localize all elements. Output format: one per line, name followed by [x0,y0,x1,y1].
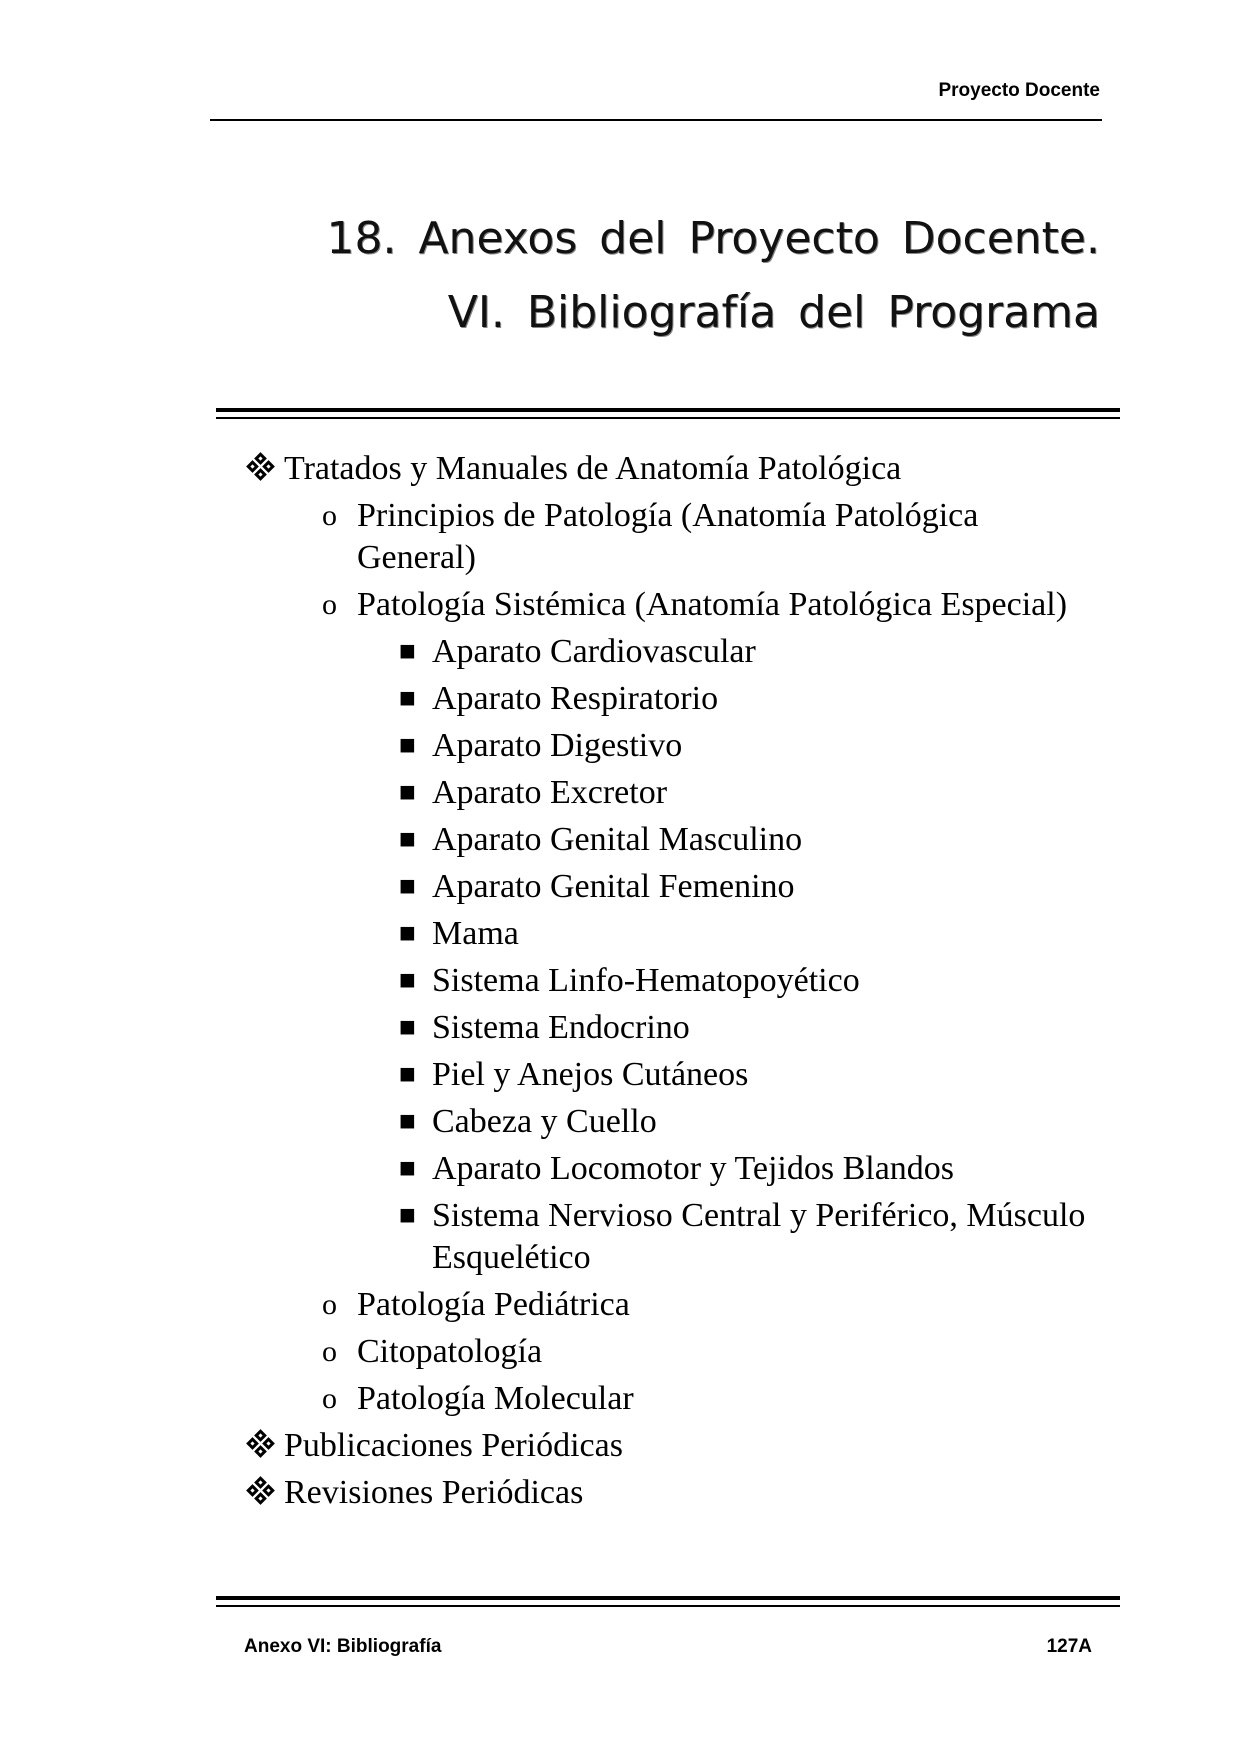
list-item-text: Aparato Locomotor y Tejidos Blandos [432,1150,955,1187]
page-number: 127A [1046,1636,1092,1657]
list-item [244,584,1104,626]
list-item-text: Patología Sistémica (Anatomía Patológica Especial) [357,586,1068,623]
list-item-text: Patología Pediátrica [357,1286,630,1323]
bottom-double-rule [216,1596,1120,1607]
list-item [244,1378,1104,1420]
list-item-text: Tratados y Manuales de Anatomía Patológica [284,450,902,487]
diamond-bullet-icon [244,1472,280,1514]
list-item-text: Piel y Anejos Cutáneos [432,1056,749,1093]
circle-bullet-icon: o [322,588,337,621]
list-item-text: Mama [432,915,519,952]
square-bullet-icon: ■ [399,636,416,667]
list-item [244,1195,1104,1279]
diamond-bullet-icon [244,448,280,490]
circle-bullet-icon: o [322,499,337,532]
square-bullet-icon: ■ [399,918,416,949]
list-item-text: Patología Molecular [357,1380,634,1417]
list-item [244,1054,1104,1096]
chapter-title-line-2: VI. Bibliografía del Programa [447,287,1100,338]
footer-section-label: Anexo VI: Bibliografía [244,1636,442,1657]
square-bullet-icon: ■ [399,1153,416,1184]
list-item [244,960,1104,1002]
list-item-text: Cabeza y Cuello [432,1103,657,1140]
square-bullet-icon: ■ [399,777,416,808]
list-item-text: Aparato Genital Masculino [432,821,803,858]
circle-bullet-icon: o [322,1335,337,1368]
top-double-rule [216,408,1120,419]
square-bullet-icon: ■ [399,1059,416,1090]
list-item [244,448,1104,490]
list-item [244,1472,1104,1514]
list-item [244,1101,1104,1143]
list-item-text: Sistema Linfo-Hematopoyético [432,962,860,999]
list-item-text: Aparato Genital Femenino [432,868,795,905]
list-item-text: Revisiones Periódicas [284,1474,584,1511]
square-bullet-icon: ■ [399,730,416,761]
list-item [244,495,1104,579]
list-item [244,1284,1104,1326]
list-item-text: Principios de Patología (Anatomía Patológica General) [357,497,979,576]
square-bullet-icon: ■ [399,1012,416,1043]
list-item-text: Aparato Digestivo [432,727,683,764]
square-bullet-icon: ■ [399,683,416,714]
list-item [244,678,1104,720]
square-bullet-icon: ■ [399,1200,416,1231]
list-item [244,1007,1104,1049]
circle-bullet-icon: o [322,1382,337,1415]
square-bullet-icon: ■ [399,965,416,996]
list-item-text: Citopatología [357,1333,543,1370]
list-item [244,772,1104,814]
list-item-text: Aparato Excretor [432,774,668,811]
list-item [244,725,1104,767]
list-item [244,819,1104,861]
chapter-title [327,202,1101,350]
bibliography-outline [244,448,1104,1514]
square-bullet-icon: ■ [399,824,416,855]
list-item [244,913,1104,955]
square-bullet-icon: ■ [399,871,416,902]
header-rule [210,119,1102,121]
list-item-text: Aparato Cardiovascular [432,633,756,670]
list-item-text: Sistema Endocrino [432,1009,690,1046]
list-item [244,1148,1104,1190]
list-item [244,1425,1104,1467]
running-header-title: Proyecto Docente [938,80,1100,101]
list-item [244,1331,1104,1373]
list-item-text: Publicaciones Periódicas [284,1427,623,1464]
circle-bullet-icon: o [322,1288,337,1321]
list-item [244,866,1104,908]
list-item-text: Sistema Nervioso Central y Periférico, Músculo Esquelético [432,1197,1086,1276]
list-item [244,631,1104,673]
diamond-bullet-icon [244,1425,280,1467]
chapter-title-line-1: 18. Anexos del Proyecto Docente. [326,213,1100,264]
square-bullet-icon: ■ [399,1106,416,1137]
list-item-text: Aparato Respiratorio [432,680,719,717]
